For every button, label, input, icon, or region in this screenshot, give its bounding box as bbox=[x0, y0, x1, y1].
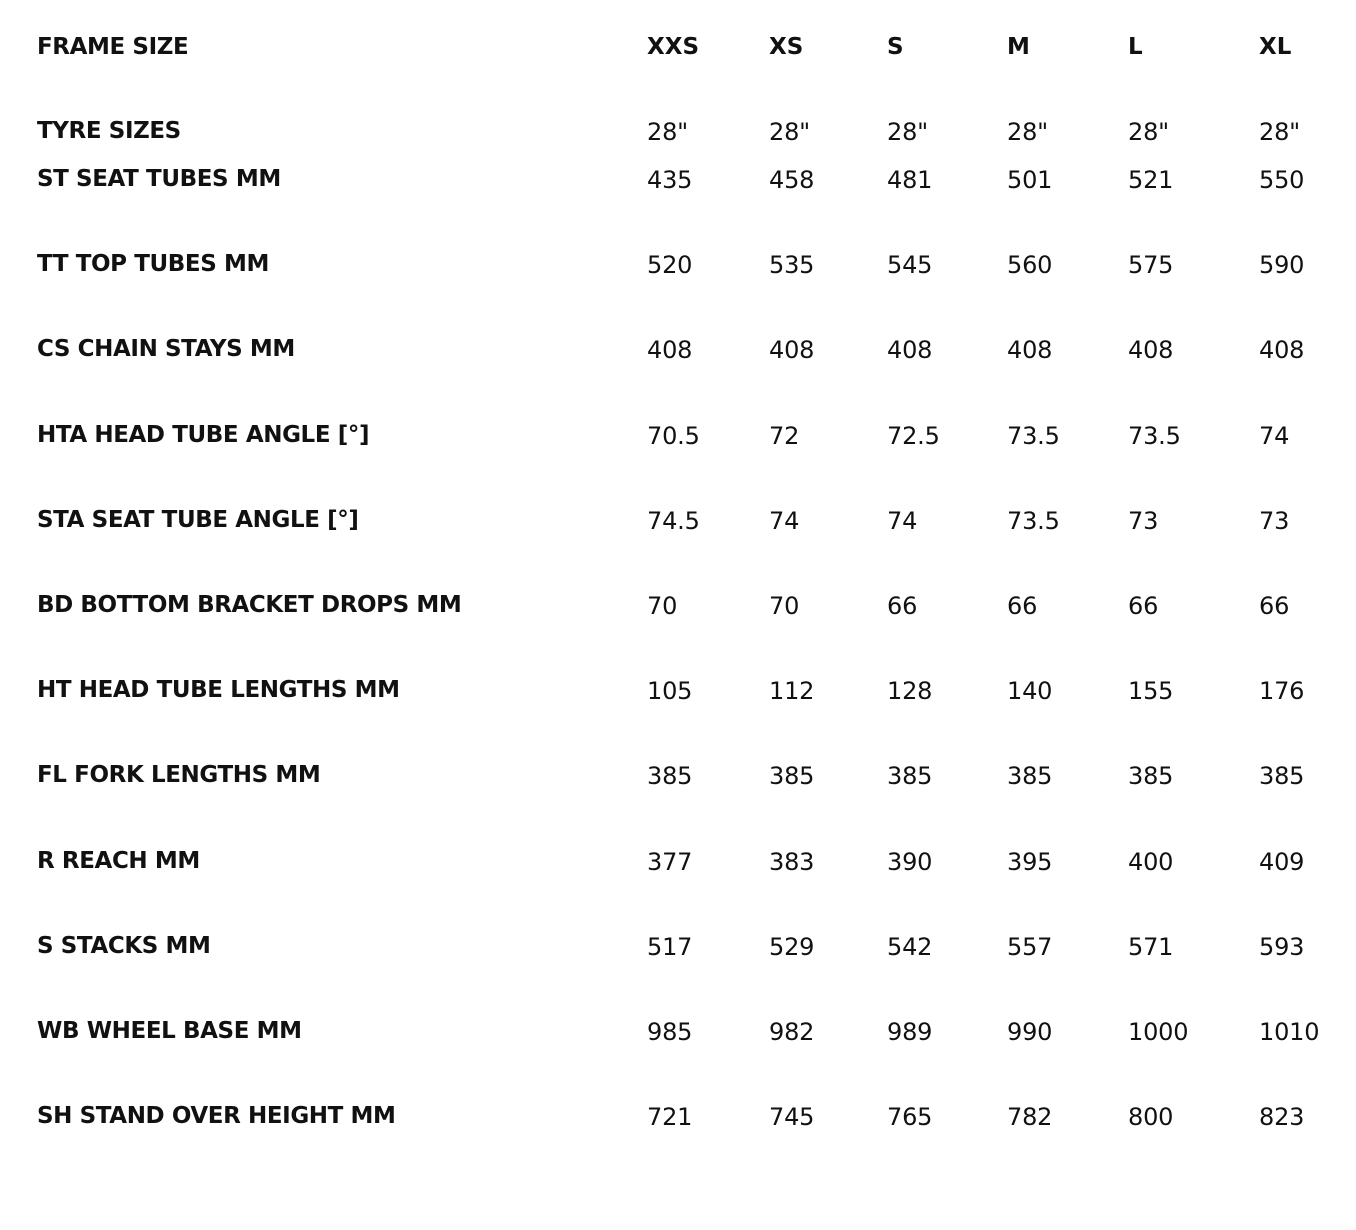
table-cell: 385 bbox=[769, 762, 815, 791]
table-cell: 28" bbox=[887, 118, 928, 146]
table-cell: 435 bbox=[647, 166, 693, 194]
table-cell: 74 bbox=[1259, 421, 1290, 450]
header-size-xl: XL bbox=[1259, 34, 1292, 60]
table-cell: 66 bbox=[887, 591, 918, 620]
table-cell: 73 bbox=[1128, 506, 1159, 535]
table-header-row bbox=[0, 36, 1356, 84]
table-cell: 560 bbox=[1007, 251, 1053, 280]
row-label: STA SEAT TUBE ANGLE [°] bbox=[37, 506, 359, 533]
header-size-s: S bbox=[887, 34, 904, 60]
row-label: TYRE SIZES bbox=[37, 118, 181, 144]
table-cell: 73 bbox=[1259, 506, 1290, 535]
table-cell: 72.5 bbox=[887, 421, 940, 450]
table-cell: 73.5 bbox=[1128, 421, 1181, 450]
table-row bbox=[0, 764, 1356, 849]
table-cell: 517 bbox=[647, 932, 693, 961]
table-row bbox=[0, 506, 1356, 594]
table-cell: 409 bbox=[1259, 847, 1305, 876]
row-label: HTA HEAD TUBE ANGLE [°] bbox=[37, 421, 370, 448]
table-cell: 1000 bbox=[1128, 1017, 1189, 1046]
row-label: HT HEAD TUBE LENGTHS MM bbox=[37, 677, 400, 704]
table-cell: 74.5 bbox=[647, 506, 700, 535]
table-cell: 408 bbox=[887, 336, 933, 365]
row-label: TT TOP TUBES MM bbox=[37, 251, 269, 278]
table-cell: 140 bbox=[1007, 677, 1053, 706]
table-cell: 66 bbox=[1259, 591, 1290, 620]
row-label: SH STAND OVER HEIGHT MM bbox=[37, 1103, 396, 1130]
table-cell: 990 bbox=[1007, 1017, 1053, 1046]
table-cell: 408 bbox=[769, 336, 815, 365]
table-cell: 529 bbox=[769, 932, 815, 961]
header-size-xs: XS bbox=[769, 34, 804, 60]
table-cell: 400 bbox=[1128, 847, 1174, 876]
table-cell: 383 bbox=[769, 847, 815, 876]
table-cell: 385 bbox=[1259, 762, 1305, 791]
table-cell: 521 bbox=[1128, 166, 1174, 194]
table-cell: 70 bbox=[647, 591, 678, 620]
table-cell: 545 bbox=[887, 251, 933, 280]
table-cell: 408 bbox=[1128, 336, 1174, 365]
table-body bbox=[0, 120, 1356, 1190]
table-cell: 408 bbox=[647, 336, 693, 365]
header-label: FRAME SIZE bbox=[37, 34, 189, 60]
table-cell: 535 bbox=[769, 251, 815, 280]
table-cell: 66 bbox=[1007, 591, 1038, 620]
table-cell: 571 bbox=[1128, 932, 1174, 961]
table-cell: 481 bbox=[887, 166, 933, 194]
table-cell: 385 bbox=[1007, 762, 1053, 791]
table-cell: 128 bbox=[887, 677, 933, 706]
table-cell: 395 bbox=[1007, 847, 1053, 876]
table-cell: 542 bbox=[887, 932, 933, 961]
table-cell: 28" bbox=[1128, 118, 1169, 146]
table-row bbox=[0, 421, 1356, 509]
table-cell: 989 bbox=[887, 1017, 933, 1046]
table-row bbox=[0, 1017, 1356, 1105]
table-cell: 28" bbox=[769, 118, 810, 146]
table-cell: 550 bbox=[1259, 166, 1305, 194]
table-cell: 70.5 bbox=[647, 421, 700, 450]
table-cell: 520 bbox=[647, 251, 693, 280]
table-cell: 112 bbox=[769, 677, 815, 706]
row-label: ST SEAT TUBES MM bbox=[37, 166, 281, 192]
table-cell: 982 bbox=[769, 1017, 815, 1046]
table-cell: 385 bbox=[1128, 762, 1174, 791]
table-cell: 72 bbox=[769, 421, 800, 450]
table-cell: 385 bbox=[647, 762, 693, 791]
header-size-xxs: XXS bbox=[647, 34, 700, 60]
table-cell: 28" bbox=[647, 118, 688, 146]
table-cell: 176 bbox=[1259, 677, 1305, 706]
table-cell: 590 bbox=[1259, 251, 1305, 280]
table-cell: 765 bbox=[887, 1103, 933, 1132]
table-row bbox=[0, 168, 1356, 253]
table-row bbox=[0, 679, 1356, 764]
table-cell: 28" bbox=[1007, 118, 1048, 146]
table-cell: 985 bbox=[647, 1017, 693, 1046]
table-cell: 408 bbox=[1007, 336, 1053, 365]
table-cell: 66 bbox=[1128, 591, 1159, 620]
table-cell: 1010 bbox=[1259, 1017, 1320, 1046]
table-cell: 782 bbox=[1007, 1103, 1053, 1132]
table-row bbox=[0, 253, 1356, 338]
table-row bbox=[0, 847, 1356, 935]
table-cell: 408 bbox=[1259, 336, 1305, 365]
table-cell: 593 bbox=[1259, 932, 1305, 961]
table-cell: 501 bbox=[1007, 166, 1053, 194]
table-cell: 74 bbox=[769, 506, 800, 535]
table-cell: 155 bbox=[1128, 677, 1174, 706]
table-cell: 28" bbox=[1259, 118, 1300, 146]
header-size-m: M bbox=[1007, 34, 1030, 60]
table-row bbox=[0, 932, 1356, 1020]
table-cell: 73.5 bbox=[1007, 421, 1060, 450]
table-cell: 458 bbox=[769, 166, 815, 194]
row-label: BD BOTTOM BRACKET DROPS MM bbox=[37, 591, 462, 618]
row-label: FL FORK LENGTHS MM bbox=[37, 762, 321, 789]
row-label: CS CHAIN STAYS MM bbox=[37, 336, 295, 363]
table-cell: 390 bbox=[887, 847, 933, 876]
table-cell: 800 bbox=[1128, 1103, 1174, 1132]
table-cell: 745 bbox=[769, 1103, 815, 1132]
table-row bbox=[0, 1105, 1356, 1190]
table-row bbox=[0, 591, 1356, 679]
table-cell: 823 bbox=[1259, 1103, 1305, 1132]
table-row bbox=[0, 120, 1356, 168]
row-label: S STACKS MM bbox=[37, 932, 211, 959]
row-label: WB WHEEL BASE MM bbox=[37, 1017, 302, 1044]
table-cell: 575 bbox=[1128, 251, 1174, 280]
header-size-l: L bbox=[1128, 34, 1143, 60]
table-cell: 74 bbox=[887, 506, 918, 535]
table-cell: 385 bbox=[887, 762, 933, 791]
table-cell: 557 bbox=[1007, 932, 1053, 961]
table-cell: 73.5 bbox=[1007, 506, 1060, 535]
table-cell: 377 bbox=[647, 847, 693, 876]
table-cell: 105 bbox=[647, 677, 693, 706]
table-cell: 721 bbox=[647, 1103, 693, 1132]
table-cell: 70 bbox=[769, 591, 800, 620]
row-label: R REACH MM bbox=[37, 847, 200, 874]
table-row bbox=[0, 338, 1356, 423]
